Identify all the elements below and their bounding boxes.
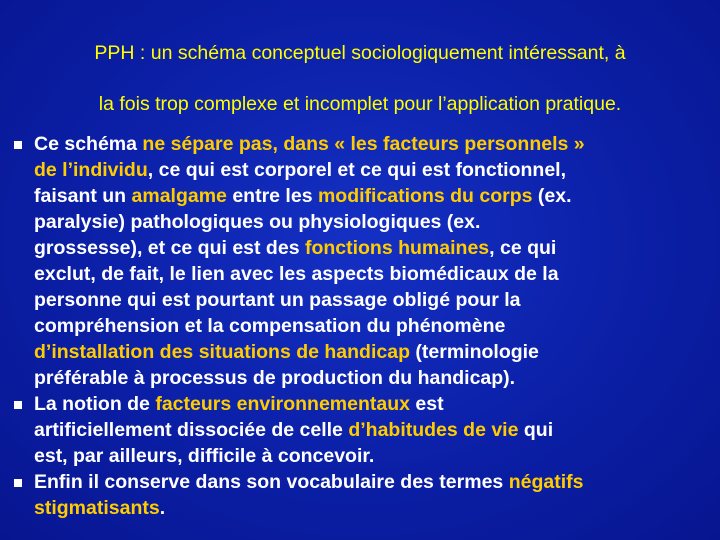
body-text: exclut, de fait, le lien avec les aspects biomédicaux de la [34, 263, 559, 285]
bullet-text-line [34, 469, 714, 495]
bullet-item [14, 131, 714, 391]
bullet-text-line [34, 261, 714, 287]
body-text: entre les [226, 185, 318, 207]
slide-title-line: PPH : un schéma conceptuel sociologiquement intéressant, à [94, 42, 626, 64]
highlighted-text: amalgame [131, 185, 227, 207]
body-text: , ce qui est corporel et ce qui est fonctionnel, [147, 159, 567, 181]
bullet-text-line [34, 417, 714, 443]
bullet-item [14, 391, 714, 469]
highlighted-text: facteurs environnementaux [155, 393, 410, 415]
bullet-text-line [34, 391, 714, 417]
square-bullet-icon [14, 141, 22, 149]
bullet-list [14, 131, 714, 521]
body-text: compréhension et la compensation du phénomène [34, 315, 506, 337]
highlighted-text: modifications du corps [317, 185, 533, 207]
body-text: . [159, 497, 166, 519]
slide-title [0, 28, 720, 130]
bullet-text-line [34, 131, 714, 157]
body-text: (ex. [532, 185, 572, 207]
highlighted-text: de l’individu [34, 159, 148, 181]
body-text: Ce schéma [34, 133, 143, 155]
bullet-text-line [34, 287, 714, 313]
bullet-item [14, 469, 714, 521]
slide-title-line: la fois trop complexe et incomplet pour l’application pratique. [98, 93, 622, 115]
body-text: artificiellement dissociée de celle [34, 419, 349, 441]
bullet-text-line [34, 365, 714, 391]
body-text: qui [518, 419, 554, 441]
bullet-text-line [34, 339, 714, 365]
body-text: personne qui est pourtant un passage obligé pour la [34, 289, 521, 311]
body-text: est, par ailleurs, difficile à concevoir. [34, 445, 375, 467]
highlighted-text: d’installation des situations de handicap [34, 341, 410, 363]
body-text: faisant un [34, 185, 132, 207]
highlighted-text: ne sépare pas, dans « les facteurs personnels » [142, 133, 585, 155]
highlighted-text: d’habitudes de vie [348, 419, 519, 441]
bullet-text-line [34, 443, 714, 469]
bullet-text-line [34, 183, 714, 209]
bullet-text-line [34, 235, 714, 261]
body-text: , ce qui [489, 237, 557, 259]
highlighted-text: stigmatisants [34, 497, 160, 519]
highlighted-text: négatifs [508, 471, 584, 493]
body-text: paralysie) pathologiques ou physiologiques (ex. [34, 211, 481, 233]
body-text: (terminologie [409, 341, 539, 363]
bullet-text-line [34, 495, 714, 521]
body-text: La notion de [34, 393, 156, 415]
body-text: grossesse), et ce qui est des [34, 237, 305, 259]
bullet-text-line [34, 313, 714, 339]
body-text: Enfin il conserve dans son vocabulaire des termes [34, 471, 509, 493]
square-bullet-icon [14, 479, 22, 487]
body-text: est [410, 393, 444, 415]
square-bullet-icon [14, 401, 22, 409]
body-text: préférable à processus de production du handicap). [34, 367, 516, 389]
bullet-text-line [34, 209, 714, 235]
bullet-text-line [34, 157, 714, 183]
highlighted-text: fonctions humaines [304, 237, 490, 259]
